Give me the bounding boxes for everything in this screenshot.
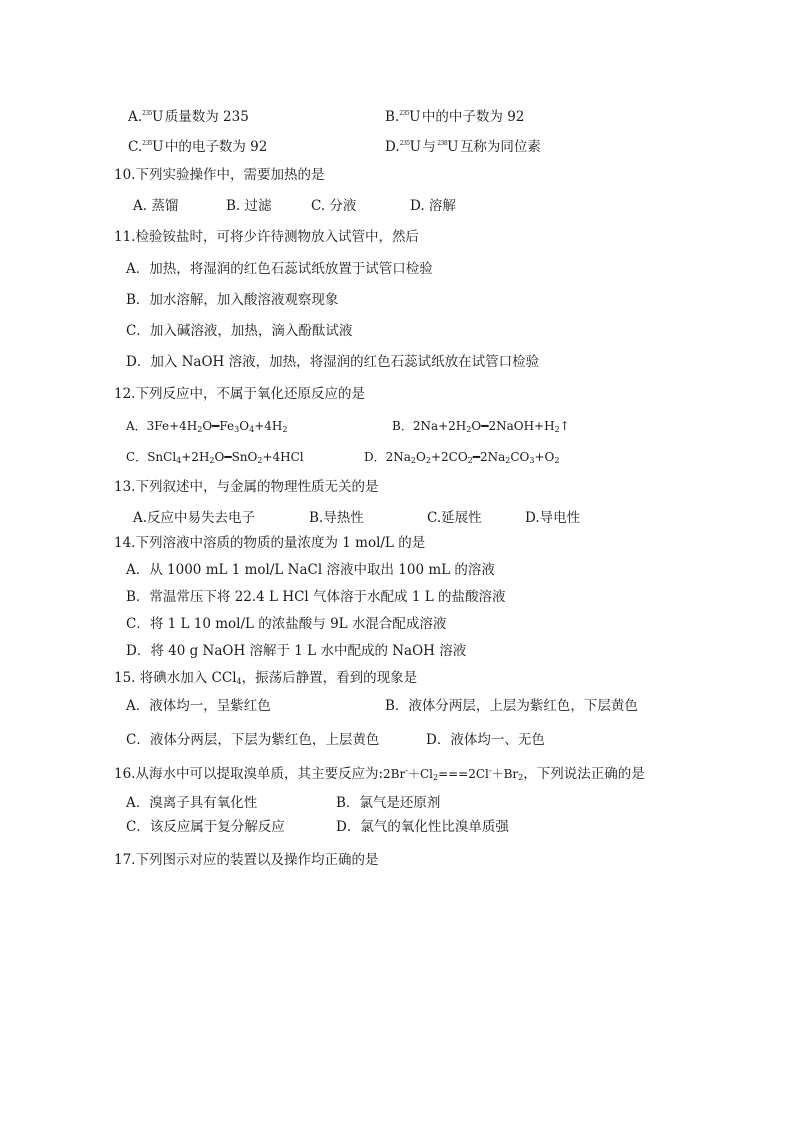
q11-option-c: C．加入碱溶液，加热，滴入酚酞试液 xyxy=(126,323,353,339)
q14-stem: 14.下列溶液中溶质的物质的量浓度为 1 mol/L 的是 xyxy=(114,535,426,551)
q13-option-c: C.延展性 xyxy=(427,510,482,526)
q13-option-b: B.导热性 xyxy=(309,510,364,526)
q15-option-a: A．液体均一，呈紫红色 xyxy=(126,698,271,714)
q16-option-c: C．该反应属于复分解反应 xyxy=(126,819,285,835)
q10-option-b: B. 过滤 xyxy=(226,198,272,214)
q10-option-d: D. 溶解 xyxy=(410,198,456,214)
q13-option-a: A.反应中易失去电子 xyxy=(133,510,256,526)
q14-option-d: D．将 40 g NaOH 溶解于 1 L 水中配成的 NaOH 溶液 xyxy=(126,643,467,659)
q14-option-c: C．将 1 L 10 mol/L 的浓盐酸与 9L 水混合配成溶液 xyxy=(126,616,447,632)
q11-stem: 11.检验铵盐时，可将少许待测物放入试管中，然后 xyxy=(114,229,419,245)
q14-option-b: B．常温常压下将 22.4 L HCl 气体溶于水配成 1 L 的盐酸溶液 xyxy=(126,589,506,605)
q10-option-c: C. 分液 xyxy=(311,198,357,214)
q9-option-c: C.$^{235}$U 中的电子数为 92 xyxy=(128,139,268,155)
q15-option-c: C．液体分两层，下层为紫红色，上层黄色 xyxy=(126,732,380,748)
q16-option-b: B．氯气是还原剂 xyxy=(336,795,441,811)
q15-option-b: B．液体分两层，上层为紫红色，下层黄色 xyxy=(385,698,638,714)
q15-stem: 15. 将碘水加入 CCl$_4$，振荡后静置，看到的现象是 xyxy=(114,670,418,686)
q15-option-d: D．液体均一、无色 xyxy=(426,732,545,748)
q11-option-a: A．加热，将湿润的红色石蕊试纸放置于试管口检验 xyxy=(126,261,433,277)
q12-option-d: D．$2Na_2O_2+2CO_2━2Na_2CO_3+O_2$ xyxy=(364,450,560,465)
q11-option-d: D．加入 NaOH 溶液，加热，将湿润的红色石蕊试纸放在试管口检验 xyxy=(126,354,540,370)
q12-option-c: C．$SnCl_4+2H_2O━SnO_2+4HCl$ xyxy=(126,450,304,465)
q13-option-d: D.导电性 xyxy=(525,510,581,526)
q12-option-b: B．$2Na+2H_2O━2NaOH+H_2↑$ xyxy=(392,419,570,434)
q12-option-a: A．$3Fe+4H_2O━Fe_3O_4+4H_2$ xyxy=(126,419,288,434)
q17-stem: 17.下列图示对应的装置以及操作均正确的是 xyxy=(114,852,379,868)
q9-option-b: B.$^{235}$U 中的中子数为 92 xyxy=(385,109,525,125)
q16-option-d: D．氯气的氧化性比溴单质强 xyxy=(336,819,509,835)
q10-stem: 10.下列实验操作中，需要加热的是 xyxy=(114,167,325,183)
q9-option-d: D.$^{235}$U 与 $^{238}$U 互称为同位素 xyxy=(385,139,541,155)
q11-option-b: B．加水溶解，加入酸溶液观察现象 xyxy=(126,292,339,308)
q16-option-a: A．溴离子具有氧化性 xyxy=(126,795,258,811)
q14-option-a: A．从 1000 mL 1 mol/L NaCl 溶液中取出 100 mL 的溶液 xyxy=(126,562,495,578)
q12-stem: 12.下列反应中，不属于氧化还原反应的是 xyxy=(114,386,365,402)
q10-option-a: A. 蒸馏 xyxy=(133,198,179,214)
q13-stem: 13.下列叙述中，与金属的物理性质无关的是 xyxy=(114,479,379,495)
q16-stem: 16.从海水中可以提取溴单质，其主要反应为$:2Br^-+Cl_2===2Cl^-+Br_2$，下列说法正确的是 xyxy=(114,766,645,782)
q9-option-a: A.$^{235}$U 质量数为 235 xyxy=(128,109,249,125)
